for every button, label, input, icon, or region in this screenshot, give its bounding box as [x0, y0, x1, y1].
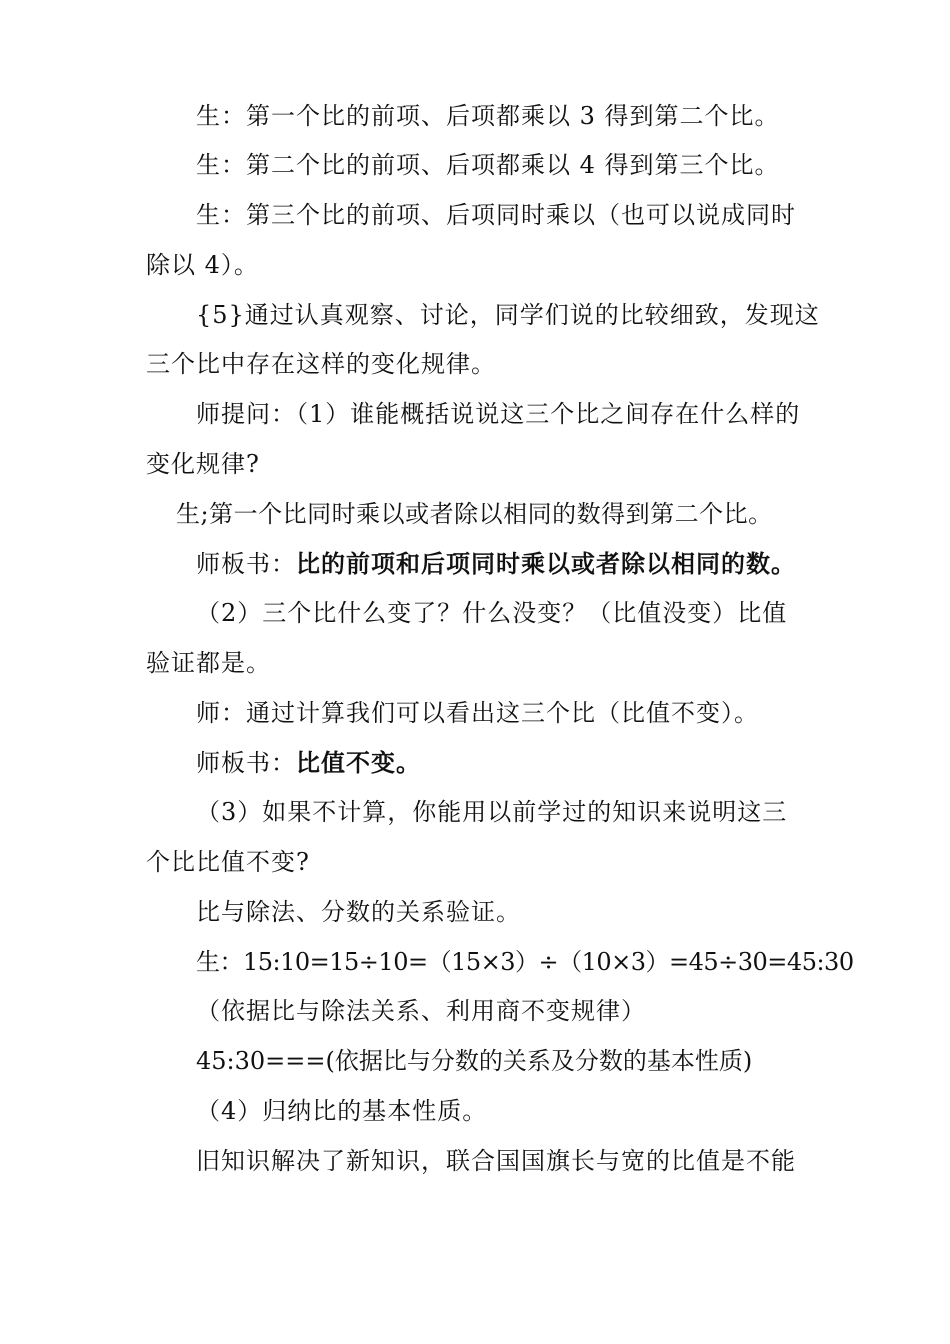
- text-line: （3）如果不计算，你能用以前学过的知识来说明这三: [196, 798, 788, 826]
- text-line: 生：第一个比的前项、后项都乘以 3 得到第二个比。: [196, 102, 780, 130]
- text-line: 验证都是。: [146, 649, 271, 677]
- text-line: 生：第二个比的前项、后项都乘以 4 得到第三个比。: [196, 151, 780, 179]
- board-text-bold: 比的前项和后项同时乘以或者除以相同的数。: [296, 549, 796, 578]
- board-label: 师板书：: [196, 749, 296, 777]
- text-line: （依据比与除法关系、利用商不变规律）: [196, 997, 646, 1025]
- text-line: 比与除法、分数的关系验证。: [196, 898, 521, 926]
- text-line: 三个比中存在这样的变化规律。: [146, 350, 496, 378]
- text-line: 旧知识解决了新知识，联合国国旗长与宽的比值是不能: [196, 1147, 796, 1175]
- text-line: [196, 548, 796, 580]
- text-line: 生;第一个比同时乘以或者除以相同的数得到第二个比。: [176, 500, 773, 528]
- board-text-bold: 比值不变。: [296, 748, 421, 777]
- text-line: 变化规律?: [146, 450, 260, 478]
- text-line: 师：通过计算我们可以看出这三个比（比值不变）。: [196, 699, 759, 727]
- text-line: [196, 747, 421, 779]
- text-line: （4）归纳比的基本性质。: [196, 1097, 488, 1125]
- text-line: 除以 4）。: [146, 251, 259, 279]
- text-line: 生：第三个比的前项、后项同时乘以（也可以说成同时: [196, 201, 796, 229]
- board-label: 师板书：: [196, 550, 296, 578]
- text-line: 45:30===(依据比与分数的关系及分数的基本性质): [196, 1047, 753, 1075]
- formula-line: 生：15:10=15÷10=（15×3）÷（10×3）=45÷30=45:30: [196, 948, 854, 976]
- text-line: 个比比值不变?: [146, 848, 310, 876]
- text-line: （2）三个比什么变了？什么没变？（比值没变）比值: [196, 599, 788, 627]
- text-line: {5}通过认真观察、讨论，同学们说的比较细致，发现这: [196, 301, 820, 329]
- text-line: 师提问：（1）谁能概括说说这三个比之间存在什么样的: [196, 400, 801, 428]
